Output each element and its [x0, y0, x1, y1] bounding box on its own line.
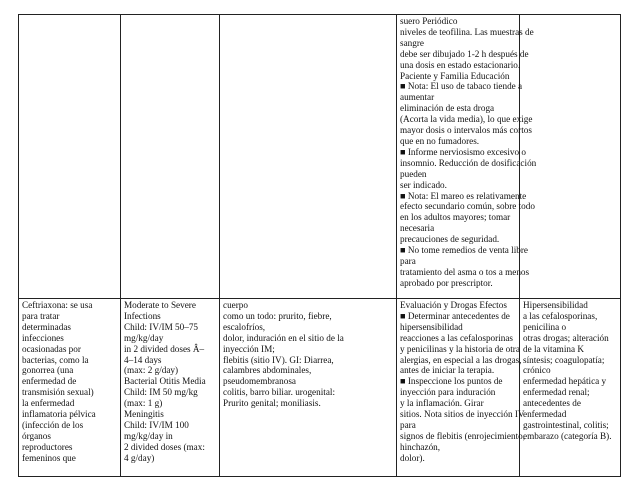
text-line: mg/kg/day: [124, 332, 164, 343]
text-line: suero Periódico: [400, 16, 458, 26]
text-line: ■ Determinar antecedentes de: [400, 310, 510, 321]
text-line: infecciones: [22, 332, 64, 343]
text-line: órganos: [22, 430, 51, 441]
text-line: precauciones de seguridad.: [400, 234, 500, 245]
text-line: Moderate to Severe: [124, 300, 196, 310]
text-line: (max: 1 g): [124, 398, 163, 409]
text-line: alergias, en especial a las drogas,: [400, 354, 522, 365]
text-line: aumentar: [400, 92, 435, 103]
drug-table: [18, 14, 621, 477]
text-line: Paciente y Familia Educación: [400, 70, 510, 81]
text-line: que en no fumadores.: [400, 135, 480, 146]
text-line: una dosis en estado estacionario.: [400, 59, 521, 70]
text-line: eliminación de esta droga: [400, 103, 495, 114]
text-line: femeninos que: [22, 452, 76, 463]
table-cell: [220, 299, 397, 477]
text-line: pseudomembranosa: [223, 376, 296, 387]
text-line: mg/kg/day in: [124, 430, 173, 441]
text-line: cuerpo: [223, 300, 248, 310]
text-line: Bacterial Otitis Media: [124, 376, 206, 387]
text-line: crónico: [523, 365, 551, 376]
text-line: calambres abdominales,: [223, 365, 312, 376]
text-line: antecedentes de: [523, 398, 581, 409]
text-line: embarazo (categoría B).: [523, 430, 612, 441]
text-line: Meningitis: [124, 409, 164, 420]
text-line: mayor dosis o intervalos más cortos: [400, 125, 532, 136]
text-line: signos de flebitis (enrojecimiento,: [400, 430, 526, 441]
text-line: pueden: [400, 168, 427, 179]
text-line: determinadas: [22, 321, 71, 332]
text-line: Child: IV/IM 50–75: [124, 321, 199, 332]
text-line: y penicilinas y la historia de otra: [400, 343, 520, 354]
text-line: hinchazón,: [400, 441, 441, 452]
table-row: [19, 299, 621, 477]
text-line: (Acorta la vida media), lo que exige: [400, 114, 533, 125]
text-line: bacterias, como la: [22, 354, 89, 365]
text-line: in 2 divided doses Â–: [124, 343, 205, 354]
text-line: escalofríos,: [223, 321, 266, 332]
text-line: hipersensibilidad: [400, 321, 463, 332]
text-line: para: [400, 419, 416, 430]
text-line: para tratar: [22, 310, 60, 321]
text-line: enfermedad: [523, 409, 567, 420]
text-line: reproductores: [22, 441, 73, 452]
text-line: dolor, induración en el sitio de la: [223, 332, 344, 343]
text-line: 2 divided doses (max:: [124, 441, 205, 452]
text-line: tratamiento del asma o tos a menos: [400, 266, 530, 277]
text-line: (max: 2 g/day): [124, 365, 179, 376]
text-line: gastrointestinal, colitis;: [523, 419, 609, 430]
text-line: ■ Inspeccione los puntos de: [400, 376, 503, 387]
table-cell: [220, 15, 397, 299]
text-line: colitis, barro biliar. urogenital:: [223, 387, 336, 398]
text-line: y la inflamación. Girar: [400, 398, 484, 409]
table-cell: [397, 299, 526, 477]
text-line: (infección de los: [22, 419, 84, 430]
text-line: enfermedad hepática y: [523, 376, 607, 387]
text-line: Ceftriaxona: se usa: [22, 300, 93, 310]
text-line: inyección para induración: [400, 387, 496, 398]
text-line: ser indicado.: [400, 179, 447, 190]
text-line: niveles de teofilina. Las muestras de: [400, 26, 534, 37]
table-cell: [121, 299, 220, 477]
text-line: a las cefalosporinas,: [523, 310, 598, 321]
text-line: necesaria: [400, 223, 435, 234]
text-line: sangre: [400, 37, 424, 48]
text-line: reacciones a las cefalosporinas: [400, 332, 513, 343]
text-line: ■ Informe nerviosismo excesivo o: [400, 146, 526, 157]
table-cell: [397, 15, 537, 299]
text-line: transmisión sexual): [22, 387, 94, 398]
text-line: en los adultos mayores; tomar: [400, 212, 511, 223]
text-line: sitios. Nota sitios de inyección IV: [400, 409, 525, 420]
text-line: antes de iniciar la terapia.: [400, 365, 495, 376]
text-line: Hipersensibilidad: [523, 300, 588, 310]
text-line: efecto secundario común, sobre todo: [400, 201, 535, 212]
text-line: debe ser dibujado 1-2 h después de: [400, 48, 529, 59]
text-line: flebitis (sitio IV). GI: Diarrea,: [223, 354, 334, 365]
text-line: enfermedad renal;: [523, 387, 590, 398]
text-line: síntesis; coagulopatía;: [523, 354, 605, 365]
text-line: Child: IV/IM 100: [124, 419, 189, 430]
text-line: insomnio. Reducción de dosificación: [400, 157, 537, 168]
text-line: como un todo: prurito, fiebre,: [223, 310, 332, 321]
text-line: enfermedad de: [22, 376, 77, 387]
text-line: la enfermedad: [22, 398, 75, 409]
text-line: otras drogas; alteración: [523, 332, 609, 343]
table-cell: [19, 299, 121, 477]
text-line: gonorrea (una: [22, 365, 74, 376]
text-line: para: [400, 255, 416, 266]
text-line: ocasionadas por: [22, 343, 81, 354]
text-line: penicilina o: [523, 321, 567, 332]
document-page: [18, 14, 620, 478]
text-line: Prurito genital; moniliasis.: [223, 398, 321, 409]
text-line: Child: IM 50 mg/kg: [124, 387, 198, 398]
text-line: ■ Nota: El uso de tabaco tiende a: [400, 81, 523, 92]
text-line: 4–14 days: [124, 354, 162, 365]
text-line: ■ Nota: El mareo es relativamente: [400, 190, 527, 201]
text-line: inyección IM;: [223, 343, 275, 354]
table-row: [19, 15, 621, 299]
text-line: aprobado por prescriptor.: [400, 277, 493, 288]
text-line: dolor).: [400, 452, 425, 463]
text-line: de la vitamina K: [523, 343, 584, 354]
table-cell: [520, 15, 621, 299]
text-line: 4 g/day): [124, 452, 155, 463]
text-line: ■ No tome remedios de venta libre: [400, 245, 529, 256]
text-line: inflamatoria pélvica: [22, 409, 96, 420]
text-line: Evaluación y Drogas Efectos: [400, 300, 507, 310]
text-line: Infections: [124, 310, 161, 321]
table-cell: [121, 15, 220, 299]
table-cell: [520, 299, 621, 477]
table-cell: [19, 15, 121, 299]
